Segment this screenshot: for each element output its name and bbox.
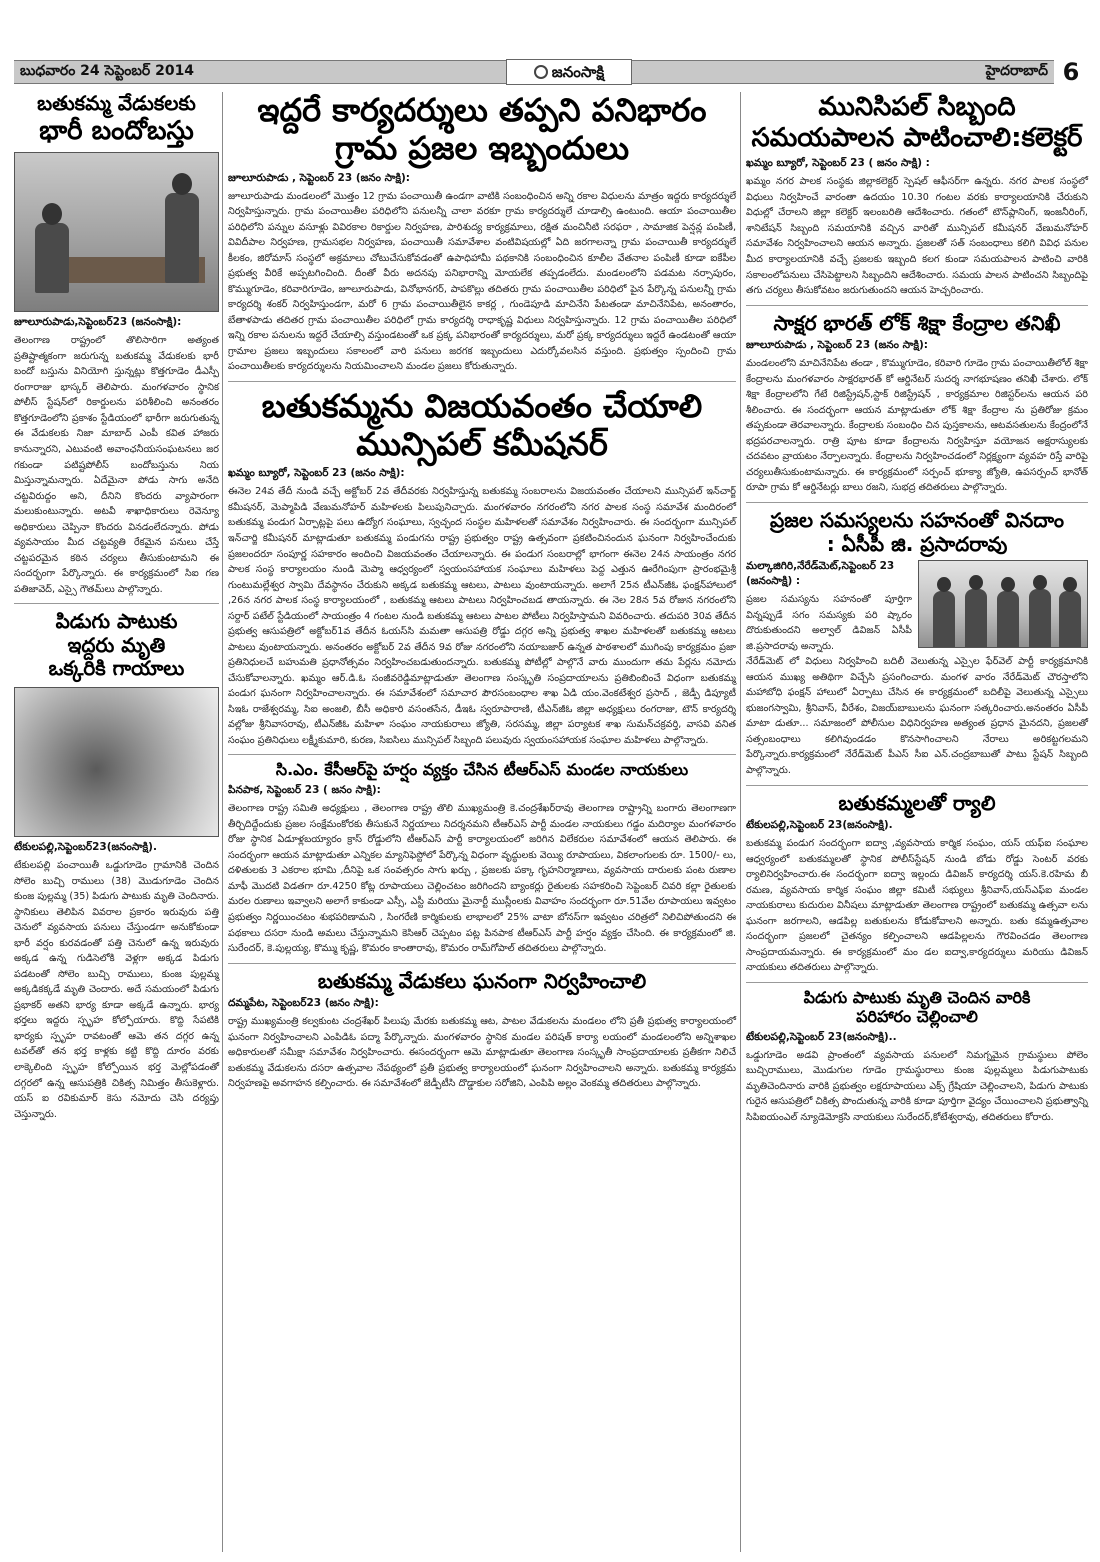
story-headline: భారీ బందోబస్తు — [39, 115, 194, 146]
middle-column — [228, 92, 736, 1092]
person-head — [1001, 577, 1015, 592]
story-headline: సాక్షర భారత్ లోక్ శిక్షా కేంద్రాల తనిఖీ — [773, 310, 1061, 335]
story-headline: బతుకమ్మ వేడుకలు ఘనంగా నిర్వహించాలి — [317, 968, 647, 993]
story-body: రాష్ట్ర ముఖ్యమంత్రి కల్వకుంట చంద్రశేఖర్ పిలుపు మేరకు బతుకమ్మ ఆట, పాటల వేడుకలను మండలం లోని ప్రతీ ప్రభుత్వ కార్యాలయంలో ఘనంగా నిర్వహించాలని ఎంపిడిఓ పద్మా పేర్కొన్నారు. మంగళవారం స్థానిక మండల పరిషత్ కార్యా లయంలో మండలంలోని అన్నిశాఖల అధికారులతో సమీక్షా సమావేశం నిర్వహించారు. ఈసందర్భంగా ఆమె మాట్లాడుతూ తెలంగాణ సంస్కృతీ సాంప్రదాయాలకు ప్రతీకగా నిలిచే బతుకమ్మ వేడుకలను దసరా ఉత్సవాల నేపథ్యంలో ప్రతీ ప్రభుత్వ కార్యాలయంలో ఘనంగా నిర్వహించాలని అన్నారు. బతుకమ్మ కార్యక్రమ నిర్వహణపై అవగాహన కల్పించారు. ఈ సమావేశంలో జెడ్పీటీసి దొడ్డాకుల సరోజిని, ఎంపిపి అల్లం వెంకమ్మ తదితరులు పాల్గొన్నారు. — [228, 1016, 736, 1090]
person-head — [937, 577, 951, 592]
story-body-intro: ప్రజల సమస్యను సహనంతో పూర్తిగా విన్నప్పుడే సగం సమస్యకు పరి ష్కారం దొరుకుతుందని అల్వాల్ డివిజన్ ఏసీపీ జి.ప్రసాదరావు అన్నారు. — [746, 594, 912, 652]
story-separator — [228, 381, 736, 382]
story-separator — [746, 785, 1088, 786]
story-headline: బతుకమ్మను విజయవంతం చేయాలి — [261, 386, 703, 425]
story-body: ఈనెల 24వ తేదీ నుండి వచ్చే అక్టోబర్ 2వ తేదీవరకు నిర్వహిస్తున్న బతుకమ్మ సంబరాలను విజయవంతం చేయాలని మున్సిపల్ ఇన్‌చార్జ్ కమీషనర్, మెప్మాపిడి వేణుమనోహర్ మహిళలకు పిలుపునిచ్చారు. మంగళవారం నగరంలోని నగర పాలక సంస్థ సమావేశ మందిరంలో బతుకమ్మ పండుగ ఏర్పాట్లపై పలు ఉద్యోగ సంఘాలు, స్వచ్ఛంద సంస్థల మహిళలతో సమావేశం నిర్వహించారు. ఈ సందర్భంగా మున్సిపల్ ఇన్‌చార్జి కమీషనర్ మాట్లాడుతూ బతుకమ్మ పండుగను రాష్ట్ర ప్రభుత్వం రాష్ట్ర ఉత్సవంగా ప్రకటించినందున ఘనంగా నిర్వహించేందుకు ప్రజలందరూ సంపూర్ణ సహకారం అందించి విజయవంతం చేయాలన్నారు. ఈ పండుగ సంబరాల్లో భాగంగా ఈనెల 24న సాయంత్రం నగర పాలక సంస్థ కార్యాలయం నుండి మెప్మా ఆధ్వర్యంలో స్వయంసహాయక సంఘాలు మహిళలు పెద్ద ఎత్తున ఊరేగింపుగా ప్రారంభమైశ్రీ గుంటుమల్లేశ్వర స్వామి దేవస్థానం చేరుకుని అక్కడ బతుకమ్మ ఆటలు, పాటలు వుంటాయన్నారు. అలాగే 25న టీఎన్‌జీఓ ఫంక్షన్‌హాలులో ,26న నగర పాలక సంస్థ కార్యాలయంలో , బతుకమ్మ ఆటలు పాటలు నిర్వహించబడ తాయన్నారు. ఈ నెల 28న 5వ రోజున నగరంలోని సర్దార్ పటేల్ స్టేడియంలో సాయంత్రం 4 గంటల నుండి బతుకమ్మ ఆటలు పాటల పోటీలు నిర్వహిస్తామని వివరించారు. తదుపరి 30వ తేదీన ప్రభుత్వ ఆసుపత్రిలో అక్టోబర్1వ తేదీన ఓయస్‌సి మమతా ఆసుపత్రి రోడ్డు దగ్గర అన్ని ప్రభుత్వ శాఖల మహిళలతో బతుకమ్మ ఆటలు పాటలు వుంటాయన్నారు. అనంతరం అక్టోబర్ 2వ తేదీన 9వ రోజు నగరంలోని నయాబజార్ ఉన్నత పాఠశాలలో ముగింపు కార్యక్రమం ప్రజా ప్రతినిధులచే బహుమతి ప్రధానోత్సవం నిర్వహించబడుతుందన్నారు. బతుకమ్మ పోటీల్లో పాల్గొనే వారు ముందుగా తమ పేర్లను నమోదు చేసుకోవాలన్నారు. ఖమ్మం ఆర్.డి.ఓ సంజీవరెడ్డిమాట్లాడుతూ తెలంగాణ సంస్కృతి సంప్రదాయాలను ప్రతిబింబించే విధంగా బతుకమ్మ పండుగ ఘనంగా నిర్వహించాలన్నారు. ఈ సమావేశంలో సమాచార పౌరసంబంధాల శాఖ ఏడి యం.వెంకటేశ్వర ప్రసాద్ , జెడ్పీ డిప్యూటీ సిఇఓ రాజేశ్వరమ్మ, సిఐ అంజలి, బీసీ అధికారి వసంతసేన, డీఇఓ స్వరూపారాణి, టీఎన్‌జీఓ జిల్లా అధ్యక్షులు రంగరాజు, టౌన్ కార్యదర్శి వల్లోజు శ్రీనివాసరావు, టీఎన్‌జీఓ మహిళా సంఘం నాయకురాలు జ్యోతి, సరసమ్మ, జిల్లా పర్యాటక శాఖ సుమన్‌చక్రవర్తి, వాసవి వనిత సంఘం ప్రతినిధులు లక్ష్మీకుమారి, కురణ, సిఐసిలు మున్సిపల్ సిబ్బంది పలువురు స్వయంసహాయక సంఘాల మహిళలు పాల్గొన్నారు. — [228, 486, 736, 746]
story-body: బతుకమ్మ పండుగ సందర్భంగా ఐద్వా ,వ్యవసాయ కార్మిక సంఘం, యస్ యఫ్ఐ సంఘాల ఆధ్వర్యంలో బతుకమ్మలతో స్థానిక పోలీస్‌స్టేషన్ నుండి బోడు రోడ్డు సెంటర్ వరకు ర్యాలినిర్వహించారు.ఈ సందర్భంగా ఐద్వా ఇల్లందు డివిజన్ కార్యదర్శి యస్.కె.రహిమ బీ రమణ, వ్యవసాయ కార్మిక సంఘం జిల్లా కమిటీ సభ్యులు శ్రీనివాస్,యస్‌ఎఫ్ఐ మండల నాయకురాలు కుదురుల వినీషలు మాట్లాడుతూ తెలంగాణ రాష్ట్రంలో బతుకమ్మ ఉత్సవా లను ఘనంగా జరగాలని, ఆడపిల్ల బతుకులను కోడుకోవాలని అన్నారు. బతు కమ్మఉత్సవాల సందర్భంగా ప్రజలలో చైతన్యం కల్పించాలని ఆడపిల్లలను గౌరవించడం తెలంగాణ సాంప్రదాయమన్నారు. ఈ కార్యక్రమంలో మం డల ఐద్వా,కార్యదర్శులు మరియు డివిజన్ నాయకులు తదితరులు పాల్గొన్నారు. — [746, 838, 1088, 974]
person-figure — [997, 591, 1019, 648]
story-body: తెలంగాణ రాష్ట్రంలో తొలిసారిగా అత్యంత ప్రతిష్టాత్మకంగా జరుగున్న బతుకమ్మ వేడుకలకు భారీ బందో బస్తును వినియోగి స్తున్నట్లు కొత్తగూడెం డీఎస్పీ రంగారాజు భాస్కర్ తెలిపారు. మంగళవారం స్థానిక పోలీస్ స్టేషన్‌లో రికార్డులను పరిశీలించి అనంతరం కొత్తగూడెంలోని ప్రకాశం స్టేడియంలో భారీగా జరుగుతున్న ఈ వేడుకలకు నిజా మాబాద్ ఎంపీ కవిత హాజరు కానున్నారని, ఎటువంటి అవాంఛనీయసంఘటనలు జర గకుండా పటిష్టపోలీస్ బందోబస్తును నియ మిస్తున్నామన్నారు. ఏదేమైనా పోడు సాగు అనేది చట్టవిరుద్దం అని, దీనిని కొందరు వ్యాపారంగా మలుకుంటున్నారు. అటవీ శాఖాధికారులు రెవెన్యూ అధికారులు చెప్పినా కొందరు వినడంలేదన్నారు. పోడు వ్యవసాయం మీద చట్టవ్యతి రేకమైన పనులు చేస్తే చట్టపరమైన కఠిన చర్యలు తీసుకుంటామని ఈ సందర్భంగా పేర్కొన్నారు. ఈ కార్యక్రమంలో సిఐ గణ పతిజావెద్, ఎస్సై గౌతమ్‌లు పాల్గొన్నారు. — [14, 335, 219, 595]
story-headline: పిడుగు పాటుకు మృతి చెందిన వారికి — [803, 987, 1031, 1007]
story-separator — [14, 603, 219, 604]
story-headline: పరిహారం చెల్లించాలి — [856, 1006, 978, 1026]
story-kicker: బతుకమ్మ వేడుకలకు — [37, 91, 196, 115]
left-column — [14, 92, 219, 1122]
story-with-photo — [746, 556, 1088, 654]
story-headline: మున్సిపల్ కమీషనర్ — [356, 424, 608, 463]
story-separator — [746, 982, 1088, 983]
story-body: టేకులపల్లి పంచాయితీ ఒడ్డుగూడెం గ్రామానికి చెందిన సోలెం బుచ్చి రాములు (38) మొడుగూడెం చెందిన కుంజ పుల్లమ్మ (35) పిడుగు పాటుకు మృతి చెందినారు. స్థానికులు తెలిపిన వివరాల ప్రకారం ఇరువురు పత్తి చెనులో వ్యవసాయ పనులు చేస్తుండగా అనుకోకుండా భారీ వర్షం కురవడంతో పత్తి చెనులో ఉన్న ఇరువురు అక్కడ ఉన్న గుడిసెలోకి వెళ్లగా అక్కడ పిడుగు పడటంతో సోలెం బుచ్చి రాములు, కుంజ పుల్లమ్మ అక్కడికక్కడే మృతి చెందారు. అదే సమయంలో పిడుగు ప్రభాకర్ అతని భార్య కూడా అక్కడే ఉన్నారు. భార్య భర్తలు ఇద్దరు స్పృహ కోల్పోయారు. కొద్ది సేపటికి భార్యకు స్పృహ రావటంతో ఆమె తన దగ్గర ఉన్న టవల్‌తో తన భర్త కాళ్లకు కట్టి కొద్ది దూరం వరకు లాక్కెలింది స్పృహ కోల్పోయిన భర్త మెల్లోపడంతో దగ్గరలో ఉన్న ఆసుపత్రికి చికిత్స నిమిత్తం తీసుకెళ్లారు. యస్ ఐ రవికుమార్ కెసు నమోదు చెసి దర్యప్తు చెస్తున్నారు. — [14, 860, 219, 1120]
column-divider-left — [222, 92, 223, 1552]
paper-name: జనంసాక్షి — [551, 63, 605, 81]
story-headline: గ్రామ ప్రజల ఇబ్బందులు — [334, 128, 630, 167]
story-dateline: టేకులపల్లి,సెప్టెంబర్ 23(జనంసాక్షి).. — [746, 1030, 897, 1043]
story-headline: సమయపాలన పాటించాలి:కలెక్టర్ — [751, 122, 1083, 153]
story-dateline: జూలూరుపాడు , సెప్టెంబర్ 23 (జనం సాక్షి): — [746, 339, 928, 352]
story-headline: ప్రజల సమస్యలను సహనంతో వినదాం — [770, 507, 1064, 532]
story-headline: ఇద్దరే కార్యదర్శులు తప్పని పనిభారం — [257, 91, 707, 129]
story-dateline: పినపాక, సెప్టెంబర్ 23 ( జనం సాక్షి): — [228, 784, 381, 797]
story-dateline: జూలూరుపాడు , సెప్టెంబర్ 23 (జనం సాక్షి): — [228, 171, 410, 184]
paper-logo — [506, 59, 632, 85]
standing-head — [172, 173, 192, 195]
masthead — [14, 60, 1088, 84]
person-head — [1063, 577, 1077, 592]
standing-figure — [165, 193, 199, 283]
story-dateline: మల్కాజిగిరి,నేరేడ్‌మెట్,సెప్టెంబర్ 23 (జనంసాక్షి) : — [746, 560, 895, 588]
story-body: జూలూరుపాడు మండలంలో మొత్తం 12 గ్రామ పంచాయితీ ఉండగా వాటికి సంబంధించిన అన్ని రకాల విధులను మాత్రం ఇద్దరు కార్యదర్శులే నిర్వహిస్తున్నారు. గ్రామ పంచాయితీల పరిధిలోని పనులన్నీ చాలా వరకూ గ్రామ కార్యదర్శులే చూడాల్సి ఉంటుంది. ఆయా పంచాయితీల పరిధిలోని పన్నుల వసూళ్లు వివిరకాల రికార్డుల నిర్వహణ, పారిశుద్య కార్యక్రమాలు, రక్షిత మంచినీటి సరఫరా , సామాజిక పెన్షన్ల పంపిణీ, వివిదీపాల నిర్వహణ, గ్రామసభల నిర్వహణ, పంచాయితీ సమావేశాల వంటివిషయల్లో ఏది జరగాలన్నా గ్రామ పంచాయితీ కార్యదర్శులే కీలకం, జిరోమాస్ సంస్థలో అక్రమాలు చోటుచేసుకోవడంతో ఉపాధిహామీ పథకానికి సంబంధించిన కూలీల వేతనాల పంపిణీ కూడా ఐకేపీల ప్రభుత్వ వీరికే అప్పటగించింది. దీంతో వీరు అదనపు పనిభారాన్ని మోయలేక తప్పడంలేదు. మండలంలోని పడమట నర్సాపురం, కొమ్ముగూడెం, కరివారిగూడెం, జూలూరుపాడు, వినోభానగర్, పాపకొల్లు తదితరు గ్రామ పంచాయితీల పరిధిలో పైన పేర్కొన్న పనులన్నీ గ్రామ కార్యదర్శి శంకర్ నిర్వహిస్తుండగా, మరో 6 గ్రామ పంచాయితీలైన కాకర్ల , గుండెపూడి మాచినేని పేటతండా మాచినేనిపేట, అనంతారం, బేతాళపాడు తదితర గ్రామ పంచాయితీల పరిధిలో గ్రామ కార్యదర్శి రాధాకృష్ణ విధులు నిర్వహిస్తున్నారు. 12 గ్రామ పంచాయితీల పరిధిలో ఇన్ని రకాల పనులను ఇద్దరే చేయాల్సి వస్తుండటంతో ఒక ప్రక్క పనిభారంతో కార్యదర్శులు, మరో ప్రక్క కార్యదర్శులు ఇద్దరే ఉండటంతో ఆయా గ్రామాల ప్రజలు ఇబ్బందులు సకాలంలో వారి పనులు జరగక ఇబ్బందులు ఎదుర్కోవలసిన వస్తుంది. ప్రభుత్వం స్పందించి గ్రామ పంచాయితీలకు కార్యదర్శులను నియమించాలని మండల ప్రజలు కోరుతున్నారు. — [228, 190, 736, 373]
story-headline: ఇద్దరు మృతి — [67, 632, 166, 657]
story-separator — [228, 754, 736, 755]
story-body: మండలంలోని మాచినేనిపేట తండా , కొమ్ముగూడెం, కరివారి గూడెం గ్రామ పంచాయితీలోల్ శిక్షా కేంద్రాలను మంగళవారం సాక్షరభారత్ కో ఆర్డినేటర్ సుదర్శ నాగభూషణం తనిఖీ చేశారు. లోక్ శిక్షా కేంద్రాలలోని గేటే రిజిస్ట్రేషన్,స్టాక్ రిజిస్ట్రేషన్ , కార్యక్రమాల రిజిస్టర్‌లను ఆయన పరి శీలించారు. ఈ సందర్భంగా ఆయన మాట్లాడుతూ లోక్ శిక్షా కేంద్రాల ను ప్రతిరోజు క్రమం తప్పకుండా తెరవాలన్నారు. కేంద్రాలకు సంబంధిం చిన పుస్తకాలను, ఆటవసతులను కేంద్రంలోనే భద్రపరచాలన్నారు. రాత్రి పూట కూడా కేంద్రాలను నిర్వహిస్తూ వయోజన అక్షరాస్యులకు చదవటం వ్రాయటం నేర్పాలన్నారు. కేంద్రాలను నిర్వహించడంలో నిర్లక్ష్యంగా వ్యవహ రిస్తే వారిపై చర్యలుతీసుకుంటామన్నారు. ఈ కార్యక్రమంలో సర్పంచ్ భూక్యా జ్యోతి, ఉపసర్పంచ్ భానోత్ రూపా గ్రామ కో ఆర్డినేటర్లు బాలు రజని, సుభద్ర తదితరులు పాల్గొన్నారు. — [746, 358, 1088, 494]
column-divider-right — [740, 92, 741, 1552]
story-headline: : ఏసీపీ జి. ప్రసాదరావు — [826, 531, 1008, 556]
lightning-incident-photo — [14, 687, 219, 837]
story-body: తెలంగాణ రాష్ట్ర సమితి అధ్యక్షులు , తెలంగాణ రాష్ట్ర తొలి ముఖ్యమంత్రి కె.చంద్రశేఖర్‌రావు తెలంగాణ రాష్ట్రాన్ని బంగారు తెలంగాణగా తీర్చిదిద్దేందుకు ప్రజల సంక్షేమంకోరకు తీసుకునే నిర్ణయాలు నిదర్శనమని టీఆర్ఎస్ పార్టీ మండల నాయకులు గడ్డం మదిర్యాల మంగళవారం రోజు స్థానిక ఏడూళ్లబయ్యారం క్రాస్ రోడ్డులోని టీఆర్ఎస్ పార్టీ కార్యాలయంలో జరిగిన విలేకరుల సమావేశంలో ఆయన తెలిపారు. ఈ సందర్భంగా ఆయన మాట్లాడుతూ ఎన్నికల మ్యానిఫెస్టోలో పేర్కొన్న విధంగా వృద్ధులకు వెయ్యి రూపాయలు, వికలాంగులకు రూ. 1500/- లు, దళితులకు 3 ఎకరాల భూమి ,దీనిపై ఒక సంవత్సరం సాగు ఖర్చు , ప్రజలకు పక్కా గృహనిర్మాణాలు, వ్యవసాయ దారులకు పంట రుణాల మాఫీ మొదటి విడతగా రూ.4250 కోట్ల రూపాయలు చెల్లించటం జరిగిందని బ్యాంకర్లు రైతులకు సహకరించి సెప్టెంబర్ చివరి కల్లా రైతులకు మరల రుణాలు ఇవ్వాలని అలాగే కాకుండా ఎస్సీ, ఎస్టీ మరియు మైనార్టీ ముస్లీంలకు వివాహం సందర్భంగా రూ.51వేల రూపాయలు ఇవ్వటం ప్రభుత్వం నిర్ణయించటం శుభపరిణామని , సింగరేణి కార్మికులకు లాభాలలో 25% వాటా బోనస్‌గా ఇవ్వటం చరిత్రలో నిలిచిపోతుందని ఈ పథకాలు దసరా నుండి అమలు చేస్తున్నామని కెసిఆర్ చెప్పటం పట్ల పినపాక టీఆర్ఎస్ పార్టీ హర్షం వ్యక్తం చేసింది. ఈ కార్యక్రమంలో జి. సురేందర్, కె.పుల్లయ్య, కొమ్ము కృష్ణ, కొమరం కాంతారావు, కొమరం రామ్‌గోపాల్ తదితరులు పాల్గొన్నారు. — [228, 803, 736, 955]
story-headline: సి.ఎం. కేసీఆర్‌పై హర్షం వ్యక్తం చేసిన టీఆర్ఎస్ మండల నాయకులు — [275, 760, 689, 780]
person-figure — [1029, 589, 1051, 648]
story-body: ఖమ్మం నగర పాలక సంస్థకు జిల్లాకలెక్టర్ స్పెషల్ ఆఫీసర్‌గా ఉన్నరు. నగర పాలక సంస్థలో విధులు నిర్వహించే వారంతా ఉదయం 10.30 గంటల వరకు కార్యాలయానికి చేరుకుని విధుల్లో చేరాలని జిల్లా కలెక్టర్ ఇలంబరితి ఆదేశించారు. గతంలో టౌన్‌ప్లానింగ్, ఇంజనీరింగ్, శానిటేషన్ సిబ్బంది సమయానికి వచ్చిన వారితో మున్సిపల్ కమీషనర్ వేణుమనోహర్ సమావేశం నిర్వహించాలని ఆయన అన్నారు. ప్రజలతో సత్ సంబంధాలు కలిగి వివిధ పనుల మీద కార్యాలయానికి వచ్చే ప్రజలకు ఇబ్బంది కలగ కుండా సమయపాలన పాటించి వారికి సకాలంలోపనులు చేసిపెట్టాలని సిబ్బందిని ఆదేశించారు. సమయ పాలన పాటించని సిబ్బందిపై తగు చర్యలు తీసుకోవటం జరుగుతుందని ఆయన హెచ్చరించారు. — [746, 176, 1088, 297]
person-figure — [933, 591, 955, 648]
story-headline: పిడుగు పాటుకు — [55, 609, 178, 634]
story-headline: బతుకమ్మలతో ర్యాలి — [838, 790, 996, 815]
paper-logo-icon — [534, 65, 548, 79]
person-figure — [1059, 591, 1081, 648]
farewell-event-photo — [918, 560, 1088, 648]
story-headline: మునిసిపల్ సిబ్బంది — [818, 92, 1016, 122]
officer-figure — [35, 223, 69, 293]
story-headline: ఒక్కరికి గాయాలు — [48, 656, 185, 681]
story-separator — [746, 305, 1088, 306]
right-column — [746, 92, 1088, 1125]
police-station-photo — [14, 152, 219, 312]
officer-head — [42, 203, 62, 225]
story-body: ఒడ్డుగూడెం అడవి ప్రాంతంలో వ్యవసాయ పనులలో నిమగ్నమైన గ్రామస్థులు పోలెం బుచ్చిరాములు, మొడుగుల గూడెం గ్రామస్థురాలు కుంజ పుల్లమ్మలు పిడుగుపాటుకు మృతిచెందినారు వారికి ప్రభుత్వం లక్షరూపాయలు ఎక్స్ గ్రేషియా చెల్లించాలని, పిడుగు పాటుకు గురైన ఆసుపత్రిలో చికిత్స పొందుతున్న వారికి కూడా పూర్తిగా వైద్యం చేయించాలని ప్రభుత్వాన్ని సిపిఐయంఎల్ న్యూడెమోక్రసి నాయకులు సురేందర్,కోటేశ్వరావు, తదితరులు కోరారు. — [746, 1049, 1088, 1123]
person-figure — [965, 589, 987, 648]
story-dateline: దమ్మపేట, సెప్టెంబర్23 (జనం సాక్షి): — [228, 997, 379, 1010]
story-dateline: ఖమ్మం బ్యూరో, సెప్టెంబర్ 23 (జనం సాక్షి): — [228, 467, 405, 480]
story-dateline: ఖమ్మం బ్యూరో, సెప్టెంబర్ 23 ( జనం సాక్షి) : — [746, 157, 930, 170]
edition-city: హైదరాబాద్ — [985, 63, 1048, 79]
story-body: నేరేడ్‌మెట్ లో విధులు నిర్వహించి బదిలీ వెలుతున్న ఎస్సైల ఫేర్‌వెల్ పార్టీ కార్యక్రమానికి ఆయన ముఖ్య అతిథిగా విచ్చేసి ప్రసంగించారు. మంగళ వారం నేరేడ్‌మెట్ చౌరస్తాలోని మహాబోధి ఫంక్షన్ హాలులో ఏర్పాటు చేసిన ఈ కార్యక్రమంలో బదిలీపై వెలుతున్న ఎస్సైలు భుజంగస్వామి, శ్రీనివాస్, వీరేశం, విజయ్‌బాబులను ఘనంగా సత్కరించారు.అనంతరం ఏసీపీ మాటా డుతూ... సమాజంలో పోలీసుల విధినిర్వహణ అత్యంత ప్రధాన మైనదని, ప్రజలతో సత్సంబంధాలు కలిగివుండడం కొనసాగించాలని నేరాలు అరికట్టగలమని పేర్కొన్నారు.కార్యక్రమంలో నేరేడ్‌మెట్ పీఎస్ సీఐ ఎన్.చంద్రబాబుతో పాటు స్టేషన్ సిబ్బంది పాల్గొన్నారు. — [746, 656, 1088, 776]
story-dateline: టేకులపల్లి,సెప్టెంబర్23(జనంసాక్షి). — [14, 841, 157, 854]
story-separator — [746, 502, 1088, 503]
issue-date: బుధవారం 24 సెప్టెంబర్ 2014 — [20, 63, 195, 79]
person-head — [1033, 575, 1047, 590]
story-dateline: టేకులపల్లి,సెప్టెంబర్ 23(జనంసాక్షి). — [746, 819, 893, 832]
story-separator — [228, 963, 736, 964]
page-number: 6 — [1054, 57, 1088, 87]
story-dateline: జూలూరుపాడు,సెప్టెంబర్23 (జనంసాక్షి): — [14, 316, 182, 329]
person-head — [969, 575, 983, 590]
